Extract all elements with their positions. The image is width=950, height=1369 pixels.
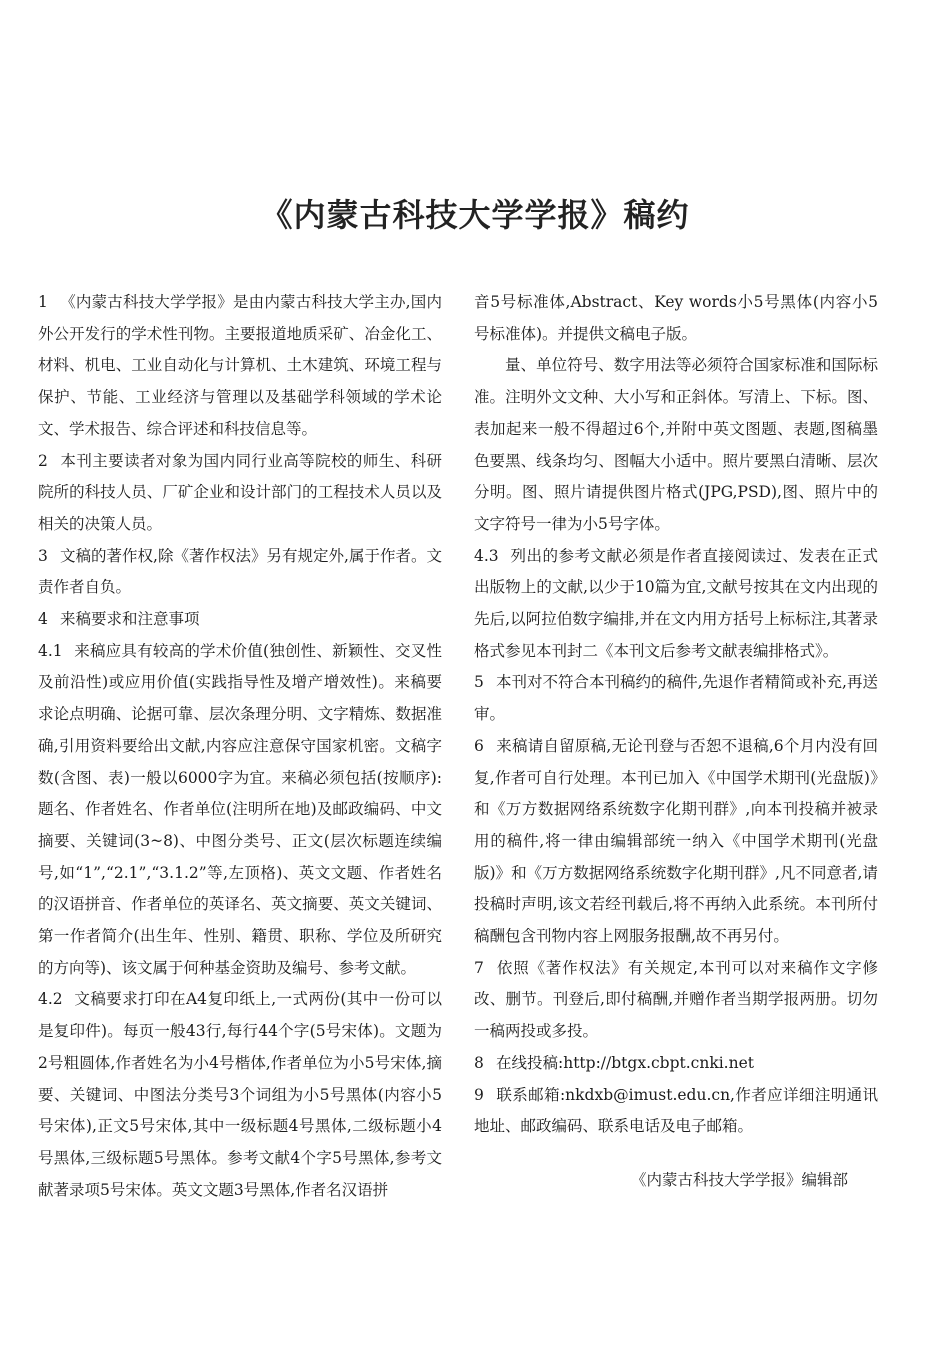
units-paragraph: 量、单位符号、数字用法等必须符合国家标准和国际标准。注明外文文种、大小写和正斜体。写清上、下标。图、表加起来一般不得超过6个,并附中英文图题、表题,图稿墨色要黑、线条均匀、图幅大小适中。照片要黑白清晰、层次分明。图、照片请提供图片格式(JPG,PSD),图、照片中的文字符号一律为小5号字体。 <box>474 356 878 533</box>
item-text: 文稿的著作权,除《著作权法》另有规定外,属于作者。文责作者自负。 <box>38 546 442 597</box>
item-4-3 <box>474 541 878 668</box>
item-number: 6 <box>474 736 484 755</box>
item-text: 在线投稿:http://btgx.cbpt.cnki.net <box>496 1053 754 1072</box>
item-number: 7 <box>474 958 484 977</box>
left-column <box>38 287 442 1206</box>
item-number: 1 <box>38 293 48 311</box>
item-number: 8 <box>474 1053 484 1072</box>
item-text: 《内蒙古科技大学学报》是由内蒙古科技大学主办,国内外公开发行的学术性刊物。主要报道地质采矿、冶金化工、材料、机电、工业自动化与计算机、土木建筑、环境工程与保护、节能、工业经济与管理以及基础学科领域的学术论文、学术报告、综合评述和科技信息等。 <box>38 293 442 438</box>
item-4-1 <box>38 636 442 985</box>
item-8 <box>474 1048 878 1080</box>
right-column <box>474 287 878 1197</box>
item-9 <box>474 1080 878 1143</box>
item-number: 5 <box>474 673 484 692</box>
item-text: 列出的参考文献必须是作者直接阅读过、发表在正式出版物上的文献,以少于10篇为宜,文献号按其在文内出现的先后,以阿拉伯数字编排,并在文内用方括号上标标注,其著录格式参见本刊封二《本刊文后参考文献表编排格式》。 <box>474 546 878 660</box>
item-text: 文稿要求打印在A4复印纸上,一式两份(其中一份可以是复印件)。每页一般43行,每行44个字(5号宋体)。文题为2号粗圆体,作者姓名为小4号楷体,作者单位为小5号宋体,摘要、关键词、中图法分类号3个词组为小5号黑体(内容小5号宋体),正文5号宋体,其中一级标题4号黑体,二级标题小4号黑体,三级标题5号黑体。参考文献4个字5号黑体,参考文献著录项5号宋体。英文文题3号黑体,作者名汉语拼 <box>38 990 442 1199</box>
page-title: 《内蒙古科技大学学报》稿约 <box>260 196 690 234</box>
item-text: 本刊主要读者对象为国内同行业高等院校的师生、科研院所的科技人员、厂矿企业和设计部门的工程技术人员以及相关的决策人员。 <box>38 451 442 533</box>
item-1 <box>38 287 442 446</box>
item-number: 3 <box>38 546 48 565</box>
item-number: 4.3 <box>474 546 499 565</box>
item-number: 9 <box>474 1085 484 1104</box>
item-3 <box>38 541 442 604</box>
item-number: 4 <box>38 610 48 629</box>
item-text: 本刊对不符合本刊稿约的稿件,先退作者精简或补充,再送审。 <box>474 673 878 724</box>
item-text: 来稿要求和注意事项 <box>60 610 200 629</box>
item-5 <box>474 667 878 730</box>
item-text: 联系邮箱:nkdxb@imust.edu.cn,作者应详细注明通讯地址、邮政编码、联系电话及电子邮箱。 <box>474 1085 878 1136</box>
item-text: 来稿请自留原稿,无论刊登与否恕不退稿,6个月内没有回复,作者可自行处理。本刊已加入《中国学术期刊(光盘版)》和《万方数据网络系统数字化期刊群》,向本刊投稿并被录用的稿件,将一律由编辑部统一纳入《中国学术期刊(光盘版)》和《万方数据网络系统数字化期刊群》,凡不同意者,请投稿时声明,该文若经刊载后,将不再纳入此系统。本刊所付稿酬包含刊物内容上网服务报酬,故不再另付。 <box>474 736 878 946</box>
item-number: 4.2 <box>38 990 63 1009</box>
continued-text: 音5号标准体,Abstract、Key words小5号黑体(内容小5号标准体)。并提供文稿电子版。 <box>474 293 878 343</box>
item-text: 依照《著作权法》有关规定,本刊可以对来稿作文字修改、删节。刊登后,即付稿酬,并赠作者当期学报两册。切勿一稿两投或多投。 <box>474 958 878 1041</box>
item-4-2 <box>38 984 442 1206</box>
item-4 <box>38 604 442 636</box>
item-text: 来稿应具有较高的学术价值(独创性、新颖性、交叉性及前沿性)或应用价值(实践指导性及增产增效性)。来稿要求论点明确、论据可靠、层次条理分明、文字精炼、数据准确,引用资料要给出文献,内容应注意保守国家机密。文稿字数(含图、表)一般以6000字为宜。来稿必须包括(按顺序):题名、作者姓名、作者单位(注明所在地)及邮政编码、中文摘要、关键词(3~8)、中图分类号、正文(层次标题连续编号,如“1”,“2.1”,“3.1.2”等,左顶格)、英文文题、作者姓名的汉语拼音、作者单位的英译名、英文摘要、英文关键词、第一作者简介(出生年、性别、籍贯、职称、学位及所研究的方向等)、该文属于何种基金资助及编号、参考文献。 <box>38 641 442 977</box>
item-number: 4.1 <box>38 641 63 660</box>
editorial-signature: 《内蒙古科技大学学报》编辑部 <box>630 1170 848 1189</box>
item-6 <box>474 731 878 953</box>
item-number: 2 <box>38 451 48 470</box>
item-7 <box>474 953 878 1048</box>
item-2 <box>38 446 442 541</box>
